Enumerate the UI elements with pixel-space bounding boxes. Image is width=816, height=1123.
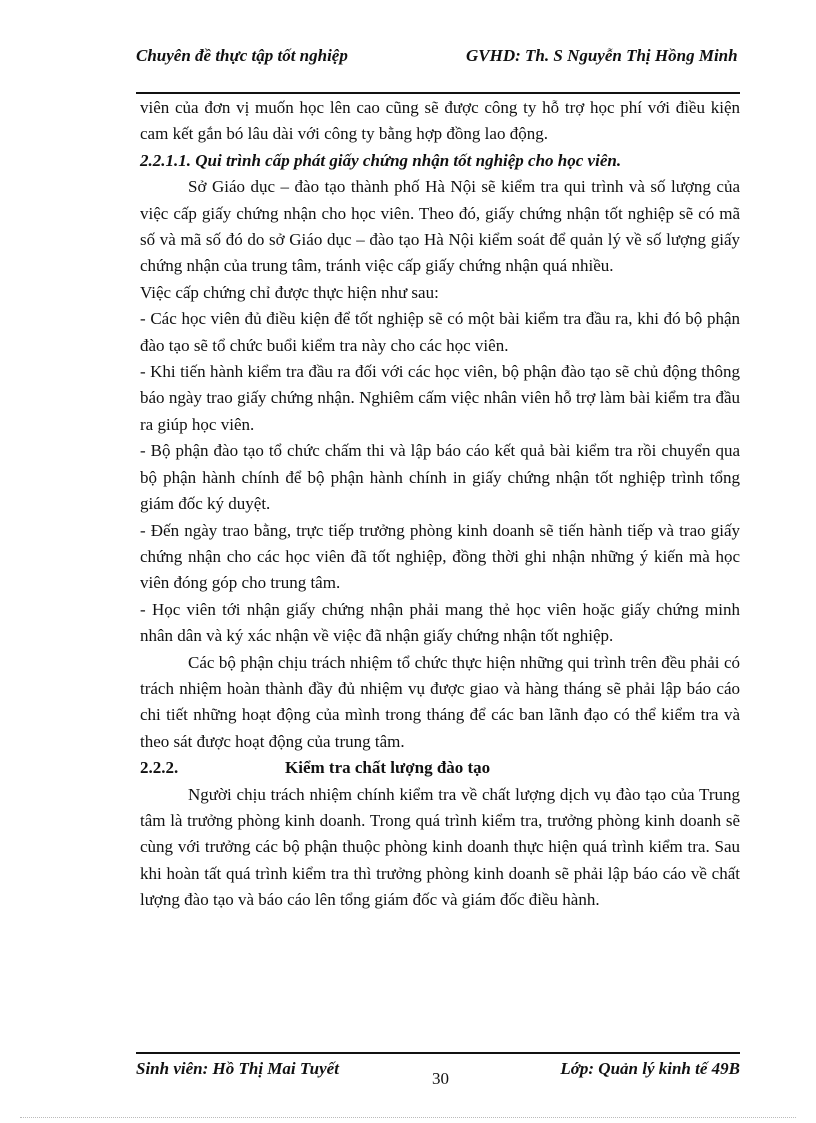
bullet-item: - Khi tiến hành kiểm tra đầu ra đối với các học viên, bộ phận đào tạo sẽ chủ động thông báo ngày trao giấy chứng nhận. Nghiêm cấm việc nhân viên hỗ trợ làm bài kiểm tra đầu ra giúp học viên.: [140, 362, 740, 434]
header-supervisor: GVHD: Th. S Nguyễn Thị Hồng Minh: [466, 46, 738, 65]
footer-student: Sinh viên: Hồ Thị Mai Tuyết: [136, 1059, 339, 1078]
bullet-item: - Đến ngày trao bằng, trực tiếp trưởng phòng kinh doanh sẽ tiến hành tiếp và trao giấy chứng nhận cho các học viên đã tốt nghiệp, đồng thời ghi nhận những ý kiến mà học viên đóng góp cho trung tâm.: [140, 520, 740, 593]
footer-divider: [136, 1052, 740, 1054]
section-2-2-2-number: 2.2.2.: [140, 758, 179, 778]
header-course-title: Chuyên đề thực tập tốt nghiệp: [136, 46, 348, 65]
page-bottom-dotted-line: [20, 1117, 796, 1118]
bullet-item: - Bộ phận đào tạo tổ chức chấm thi và lập báo cáo kết quả bài kiểm tra rồi chuyển qua bộ phận hành chính để bộ phận hành chính in giấy chứng nhận tốt nghiệp trình tổng giám đốc ký duyệt.: [140, 441, 740, 514]
bullet-item: - Học viên tới nhận giấy chứng nhận phải mang thẻ học viên hoặc giấy chứng minh nhân dân và ký xác nhận về việc đã nhận giấy chứng nhận tốt nghiệp.: [140, 599, 740, 646]
intro-paragraph: viên của đơn vị muốn học lên cao cũng sẽ được công ty hỗ trợ học phí với điều kiện cam kết gắn bó lâu dài với công ty bằng hợp đồng lao động.: [140, 98, 740, 144]
page-body: [140, 95, 740, 914]
section-2-2-1-1-heading: 2.2.1.1. Qui trình cấp phát giấy chứng nhận tốt nghiệp cho học viên.: [140, 150, 622, 170]
header-divider: [136, 92, 740, 94]
paragraph-1: Sở Giáo dục – đào tạo thành phố Hà Nội sẽ kiểm tra qui trình và số lượng của việc cấp giấy chứng nhận cho học viên. Theo đó, giấy chứng nhận tốt nghiệp sẽ có mã số và mã số đó do sở Giáo dục – đào tạo Hà Nội kiểm soát để quản lý về số lượng giấy chứng nhận của trung tâm, tránh việc cấp giấy chứng nhận quá nhiều.: [140, 177, 740, 276]
section-2-2-2-heading: [140, 755, 740, 781]
paragraph-3: Các bộ phận chịu trách nhiệm tổ chức thực hiện những qui trình trên đều phải có trách nhiệm hoàn thành đầy đủ nhiệm vụ được giao và hàng tháng sẽ phải lập báo cáo chi tiết những hoạt động của mình trong tháng để các ban lãnh đạo có thể kiểm tra và theo sát được hoạt động của trung tâm.: [140, 652, 740, 751]
page-header: [136, 46, 740, 92]
bullet-item: - Các học viên đủ điều kiện để tốt nghiệp sẽ có một bài kiểm tra đầu ra, khi đó bộ phận đào tạo sẽ tổ chức buổi kiểm tra này cho các học viên.: [140, 309, 740, 355]
paragraph-2: Việc cấp chứng chỉ được thực hiện như sau:: [140, 282, 439, 302]
paragraph-4: Người chịu trách nhiệm chính kiểm tra về chất lượng dịch vụ đào tạo của Trung tâm là trưởng phòng kinh doanh. Trong quá trình kiểm tra, trưởng phòng kinh doanh sẽ cùng với trưởng các bộ phận thuộc phòng kinh doanh thực hiện quá trình kiểm tra. Sau khi hoàn tất quá trình kiểm tra thì trưởng phòng kinh doanh sẽ phải lập báo cáo về chất lượng đào tạo và báo cáo lên tổng giám đốc và giám đốc điều hành.: [140, 784, 740, 910]
page-number: 30: [432, 1069, 449, 1088]
page-footer: [136, 1057, 740, 1097]
section-2-2-2-title: Kiểm tra chất lượng đào tạo: [285, 758, 491, 778]
footer-class: Lớp: Quản lý kinh tế 49B: [560, 1059, 740, 1078]
